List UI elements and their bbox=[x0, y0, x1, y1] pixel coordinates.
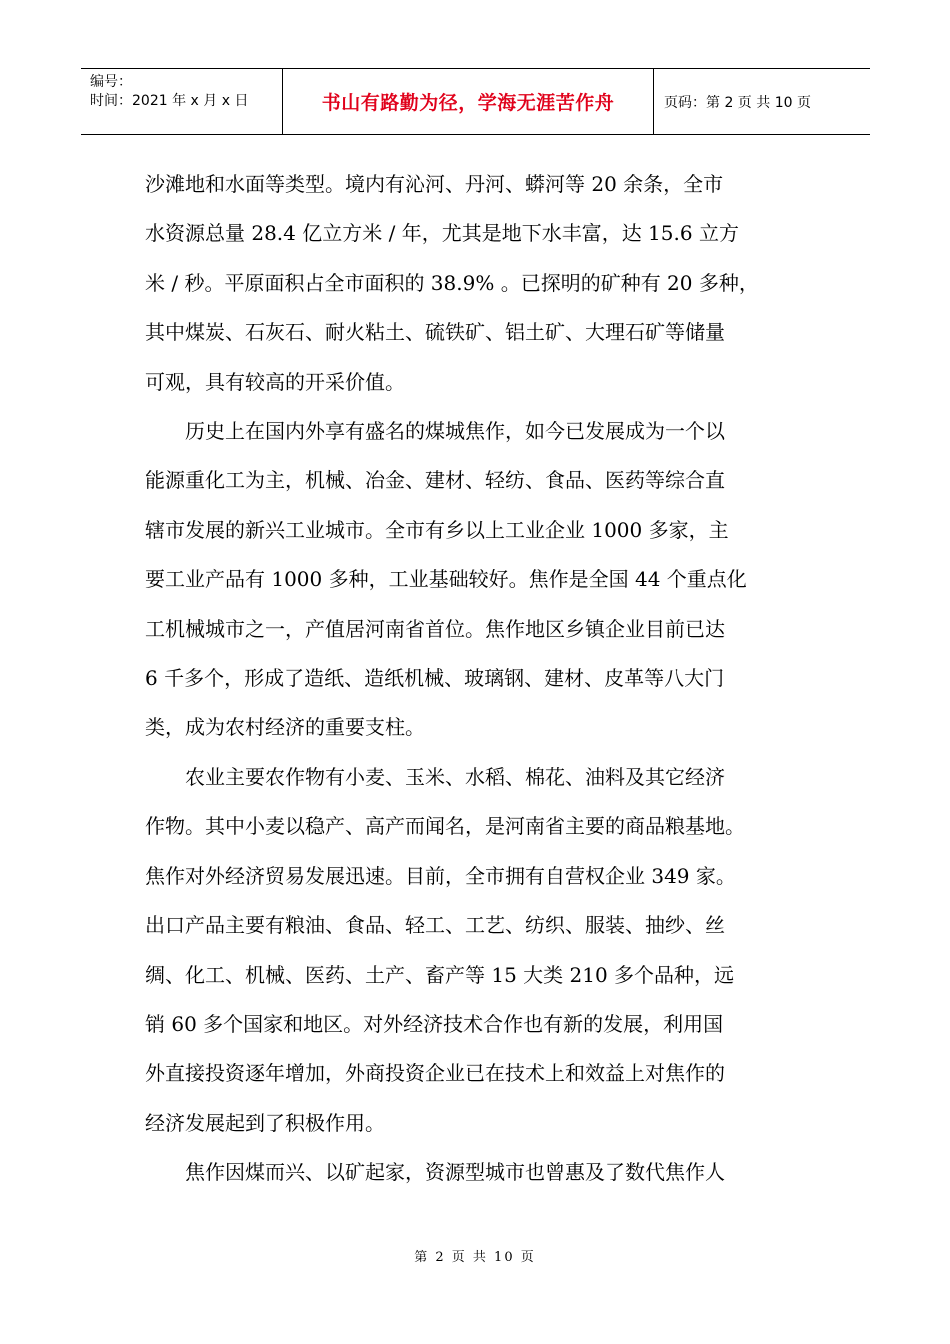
text-line: 辖市发展的新兴工业城市。全市有乡以上工业企业 1000 多家，主 bbox=[145, 517, 729, 542]
text-line: 外直接投资逐年增加，外商投资企业已在技术上和效益上对焦作的 bbox=[145, 1061, 725, 1086]
text-line: 焦作因煤而兴、以矿起家，资源型城市也曾惠及了数代焦作人 bbox=[145, 1160, 725, 1185]
page-header bbox=[81, 68, 870, 135]
text-line: 6 千多个，形成了造纸、造纸机械、玻璃钢、建材、皮革等八大门 bbox=[145, 666, 725, 691]
header-motto: 书山有路勤为径，学海无涯苦作舟 bbox=[321, 92, 615, 114]
document-date: 时间：2021 年 x 月 x 日 bbox=[90, 93, 249, 109]
text-line: 要工业产品有 1000 多种，工业基础较好。焦作是全国 44 个重点化 bbox=[145, 567, 747, 592]
body-text bbox=[145, 160, 825, 1198]
text-line: 工机械城市之一，产值居河南省首位。焦作地区乡镇企业目前已达 bbox=[145, 616, 725, 641]
text-line: 米 / 秒。平原面积占全市面积的 38.9% 。已探明的矿种有 20 多种， bbox=[145, 270, 759, 295]
text-line: 作物。其中小麦以稳产、高产而闻名，是河南省主要的商品粮基地。 bbox=[145, 814, 745, 839]
text-line: 沙滩地和水面等类型。境内有沁河、丹河、蟒河等 20 余条，全市 bbox=[145, 172, 724, 196]
text-line: 可观，具有较高的开采价值。 bbox=[145, 369, 405, 394]
paragraph bbox=[145, 1148, 825, 1197]
header-motto-cell bbox=[282, 69, 654, 134]
text-line: 销 60 多个国家和地区。对外经济技术合作也有新的发展，利用国 bbox=[145, 1011, 724, 1036]
text-line: 能源重化工为主，机械、冶金、建材、轻纺、食品、医药等综合直 bbox=[145, 468, 725, 493]
text-line: 类，成为农村经济的重要支柱。 bbox=[145, 715, 425, 740]
text-line: 出口产品主要有粮油、食品、轻工、工艺、纺织、服装、抽纱、丝 bbox=[145, 913, 725, 938]
header-page-cell bbox=[654, 69, 870, 134]
text-line: 其中煤炭、石灰石、耐火粘土、硫铁矿、铝土矿、大理石矿等储量 bbox=[145, 320, 725, 345]
text-line: 绸、化工、机械、医药、土产、畜产等 15 大类 210 多个品种，远 bbox=[145, 962, 735, 987]
page-footer bbox=[0, 1246, 950, 1265]
paragraph bbox=[145, 407, 825, 753]
document-number: 编号： bbox=[90, 74, 132, 90]
paragraph bbox=[145, 160, 825, 407]
text-line: 水资源总量 28.4 亿立方米 / 年，尤其是地下水丰富，达 15.6 立方 bbox=[145, 221, 739, 246]
text-line: 历史上在国内外享有盛名的煤城焦作，如今已发展成为一个以 bbox=[145, 419, 725, 444]
header-page-number: 页码：第 2 页 共 10 页 bbox=[664, 94, 811, 111]
text-line: 经济发展起到了积极作用。 bbox=[145, 1110, 385, 1135]
text-line: 农业主要农作物有小麦、玉米、水稻、棉花、油料及其它经济 bbox=[145, 764, 725, 789]
text-line: 焦作对外经济贸易发展迅速。目前，全市拥有自营权企业 349 家。 bbox=[145, 863, 736, 888]
header-meta bbox=[81, 69, 282, 134]
paragraph bbox=[145, 753, 825, 1148]
footer-page-number: 第 2 页 共 10 页 bbox=[414, 1250, 536, 1265]
